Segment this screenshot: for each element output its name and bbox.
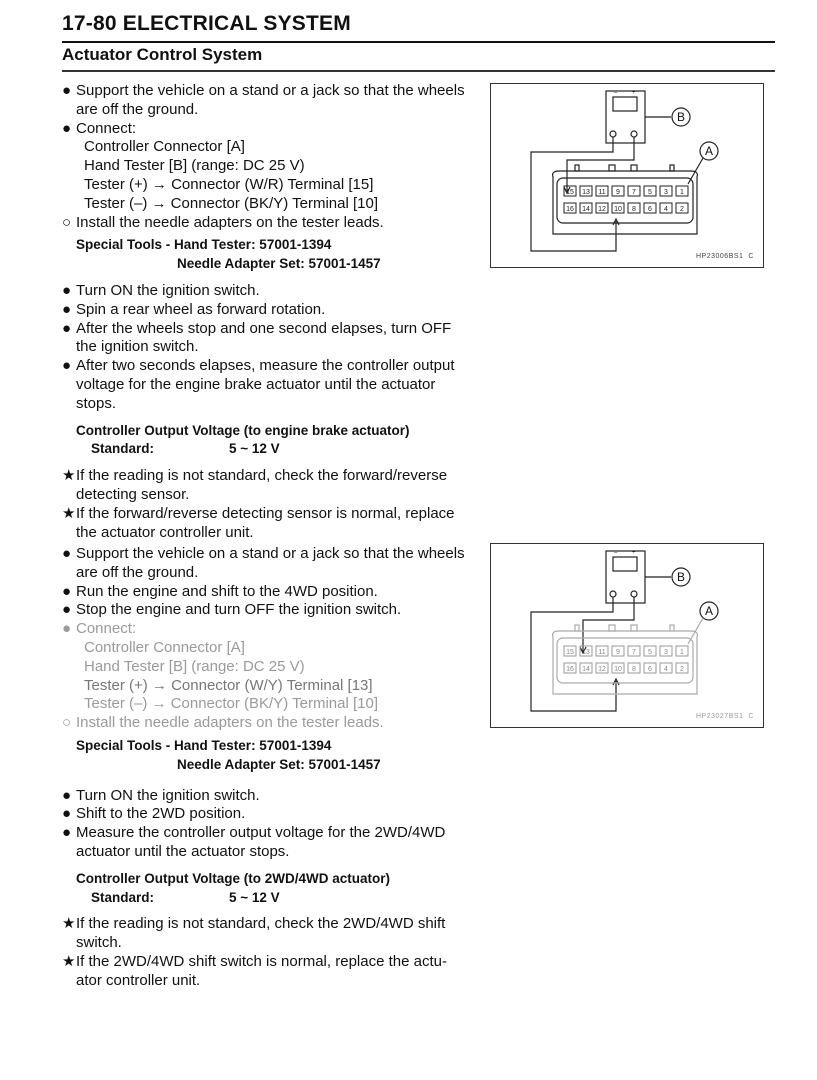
connect-item: Tester (+) → Connector (W/R) Terminal [15] [84,175,374,193]
svg-text:10: 10 [614,206,622,213]
svg-text:7: 7 [632,189,636,196]
step-item: ● Stop the engine and turn OFF the ignition switch. [62,601,402,619]
note-item: ○ Install the needle adapters on the tester leads. [62,213,384,231]
spec-row: Standard: 5 ~ 12 V [91,441,280,457]
spec-row: Standard: 5 ~ 12 V [91,889,280,905]
check-item-continued: ator controller unit. [76,971,201,989]
svg-text:2: 2 [680,666,684,673]
bullet-icon: ● [62,786,72,804]
bullet-icon: ● [62,582,72,600]
svg-text:3: 3 [664,649,668,656]
hand-tester-icon [606,551,645,603]
svg-text:A: A [704,604,714,618]
svg-text:16: 16 [566,666,574,673]
step-item: ● After two seconds elapses, measure the controller output [62,357,455,375]
connect-item: Tester (–) → Connector (BK/Y) Terminal [10] [84,194,378,212]
check-item: ★ If the reading is not standard, check the forward/reverse [62,467,448,485]
svg-text:8: 8 [632,666,636,673]
connect-item: Tester (–) → Connector (BK/Y) Terminal [10] [84,695,378,713]
step-item: ● After the wheels stop and one second elapses, turn OFF [62,319,452,337]
svg-text:1: 1 [680,649,684,656]
step-item: ● Support the vehicle on a stand or a jack so that the wheels [62,545,465,562]
svg-text:7: 7 [632,649,636,656]
check-item: ★ If the 2WD/4WD shift switch is normal, replace the actu- [62,952,447,970]
star-icon: ★ [62,504,76,522]
svg-text:15: 15 [566,189,574,196]
svg-text:9: 9 [616,189,620,196]
svg-text:14: 14 [582,666,590,673]
svg-text:13: 13 [582,189,590,196]
connect-item: Hand Tester [B] (range: DC 25 V) [84,157,305,175]
section1-procedure [62,82,472,542]
svg-text:B: B [676,110,686,124]
star-icon: ★ [62,952,76,970]
step-item: ● Turn ON the ignition switch. [62,786,260,804]
star-icon: ★ [62,915,76,933]
connect-item: Tester (+) → Connector (W/Y) Terminal [13] [84,676,373,694]
check-item-continued: detecting sensor. [76,485,190,503]
bullet-icon: ● [62,82,72,99]
connect-item: Controller Connector [A] [84,138,245,156]
section-divider [62,70,775,72]
step-item: ● Turn ON the ignition switch. [62,281,260,299]
svg-text:11: 11 [598,649,606,656]
special-tools-line2: Needle Adapter Set: 57001-1457 [177,756,381,772]
svg-text:5: 5 [648,649,652,656]
bullet-icon: ● [62,824,72,842]
check-item: ★ If the forward/reverse detecting sensor is normal, replace [62,504,455,522]
bullet-icon: ● [62,319,72,337]
bullet-icon: ● [62,119,72,137]
special-tools: Special Tools - Hand Tester: 57001-1394 [76,237,332,253]
step-item: ● Connect: [62,620,137,638]
bullet-icon: ● [62,300,72,318]
figure-connector-test-1 [490,83,764,268]
connect-item: Controller Connector [A] [84,638,245,656]
page-title: 17-80 ELECTRICAL SYSTEM [62,12,351,35]
check-item: ★ If the reading is not standard, check the 2WD/4WD shift [62,915,446,933]
circle-icon: ○ [62,213,72,231]
step-item-continued: are off the ground. [76,100,199,118]
section-title: Actuator Control System [62,45,263,64]
star-icon: ★ [62,467,76,485]
bullet-icon: ● [62,281,72,299]
svg-text:12: 12 [598,206,606,213]
note-item: ○ Install the needle adapters on the tester leads. [62,714,384,732]
step-item: ● Measure the controller output voltage for the 2WD/4WD [62,824,446,842]
svg-text:B: B [676,570,686,584]
svg-text:15: 15 [566,649,574,656]
section2-procedure [62,545,472,991]
svg-text:6: 6 [648,206,652,213]
svg-text:+: + [632,550,636,556]
svg-text:2: 2 [680,206,684,213]
svg-text:9: 9 [616,649,620,656]
step-item: ● Shift to the 2WD position. [62,805,246,823]
figure-connector-test-2 [490,543,764,728]
connector-diagram [491,544,763,727]
svg-text:+: + [632,90,636,96]
svg-text:16: 16 [566,206,574,213]
check-item-continued: switch. [76,934,122,952]
bullet-icon: ● [62,620,72,638]
bullet-icon: ● [62,545,72,562]
hand-tester-icon [606,91,645,143]
step-item: ● Spin a rear wheel as forward rotation. [62,300,326,318]
special-tools-line2: Needle Adapter Set: 57001-1457 [177,256,381,272]
step-item: ● Run the engine and shift to the 4WD position. [62,582,378,600]
bullet-icon: ● [62,601,72,619]
figure-id: HP23027BS1 C [696,713,754,720]
figure-id: HP23006BS1 C [696,253,754,260]
title-divider [62,41,775,43]
step-item-continued: stops. [76,394,117,412]
step-item-continued: voltage for the engine brake actuator until the actuator [76,375,436,393]
svg-text:4: 4 [664,666,668,673]
bullet-icon: ● [62,357,72,375]
spec-title: Controller Output Voltage (to 2WD/4WD actuator) [76,870,390,886]
svg-text:6: 6 [648,666,652,673]
step-item: ● Support the vehicle on a stand or a jack so that the wheels [62,82,465,99]
step-item-continued: the ignition switch. [76,338,199,356]
svg-text:–: – [614,90,618,96]
svg-text:14: 14 [582,206,590,213]
spec-title: Controller Output Voltage (to engine brake actuator) [76,422,410,438]
circle-icon: ○ [62,714,72,732]
svg-text:13: 13 [582,649,590,656]
svg-text:3: 3 [664,189,668,196]
svg-text:–: – [614,550,618,556]
step-item-continued: actuator until the actuator stops. [76,842,290,860]
svg-text:4: 4 [664,206,668,213]
svg-text:1: 1 [680,189,684,196]
svg-text:8: 8 [632,206,636,213]
check-item-continued: the actuator controller unit. [76,523,254,541]
step-item-continued: are off the ground. [76,563,199,581]
svg-text:5: 5 [648,189,652,196]
special-tools: Special Tools - Hand Tester: 57001-1394 [76,737,332,753]
svg-text:A: A [704,144,714,158]
svg-text:11: 11 [598,189,606,196]
connect-item: Hand Tester [B] (range: DC 25 V) [84,657,305,675]
svg-text:12: 12 [598,666,606,673]
step-item: ● Connect: [62,119,137,137]
svg-text:10: 10 [614,666,622,673]
bullet-icon: ● [62,805,72,823]
connector-diagram [491,84,763,267]
